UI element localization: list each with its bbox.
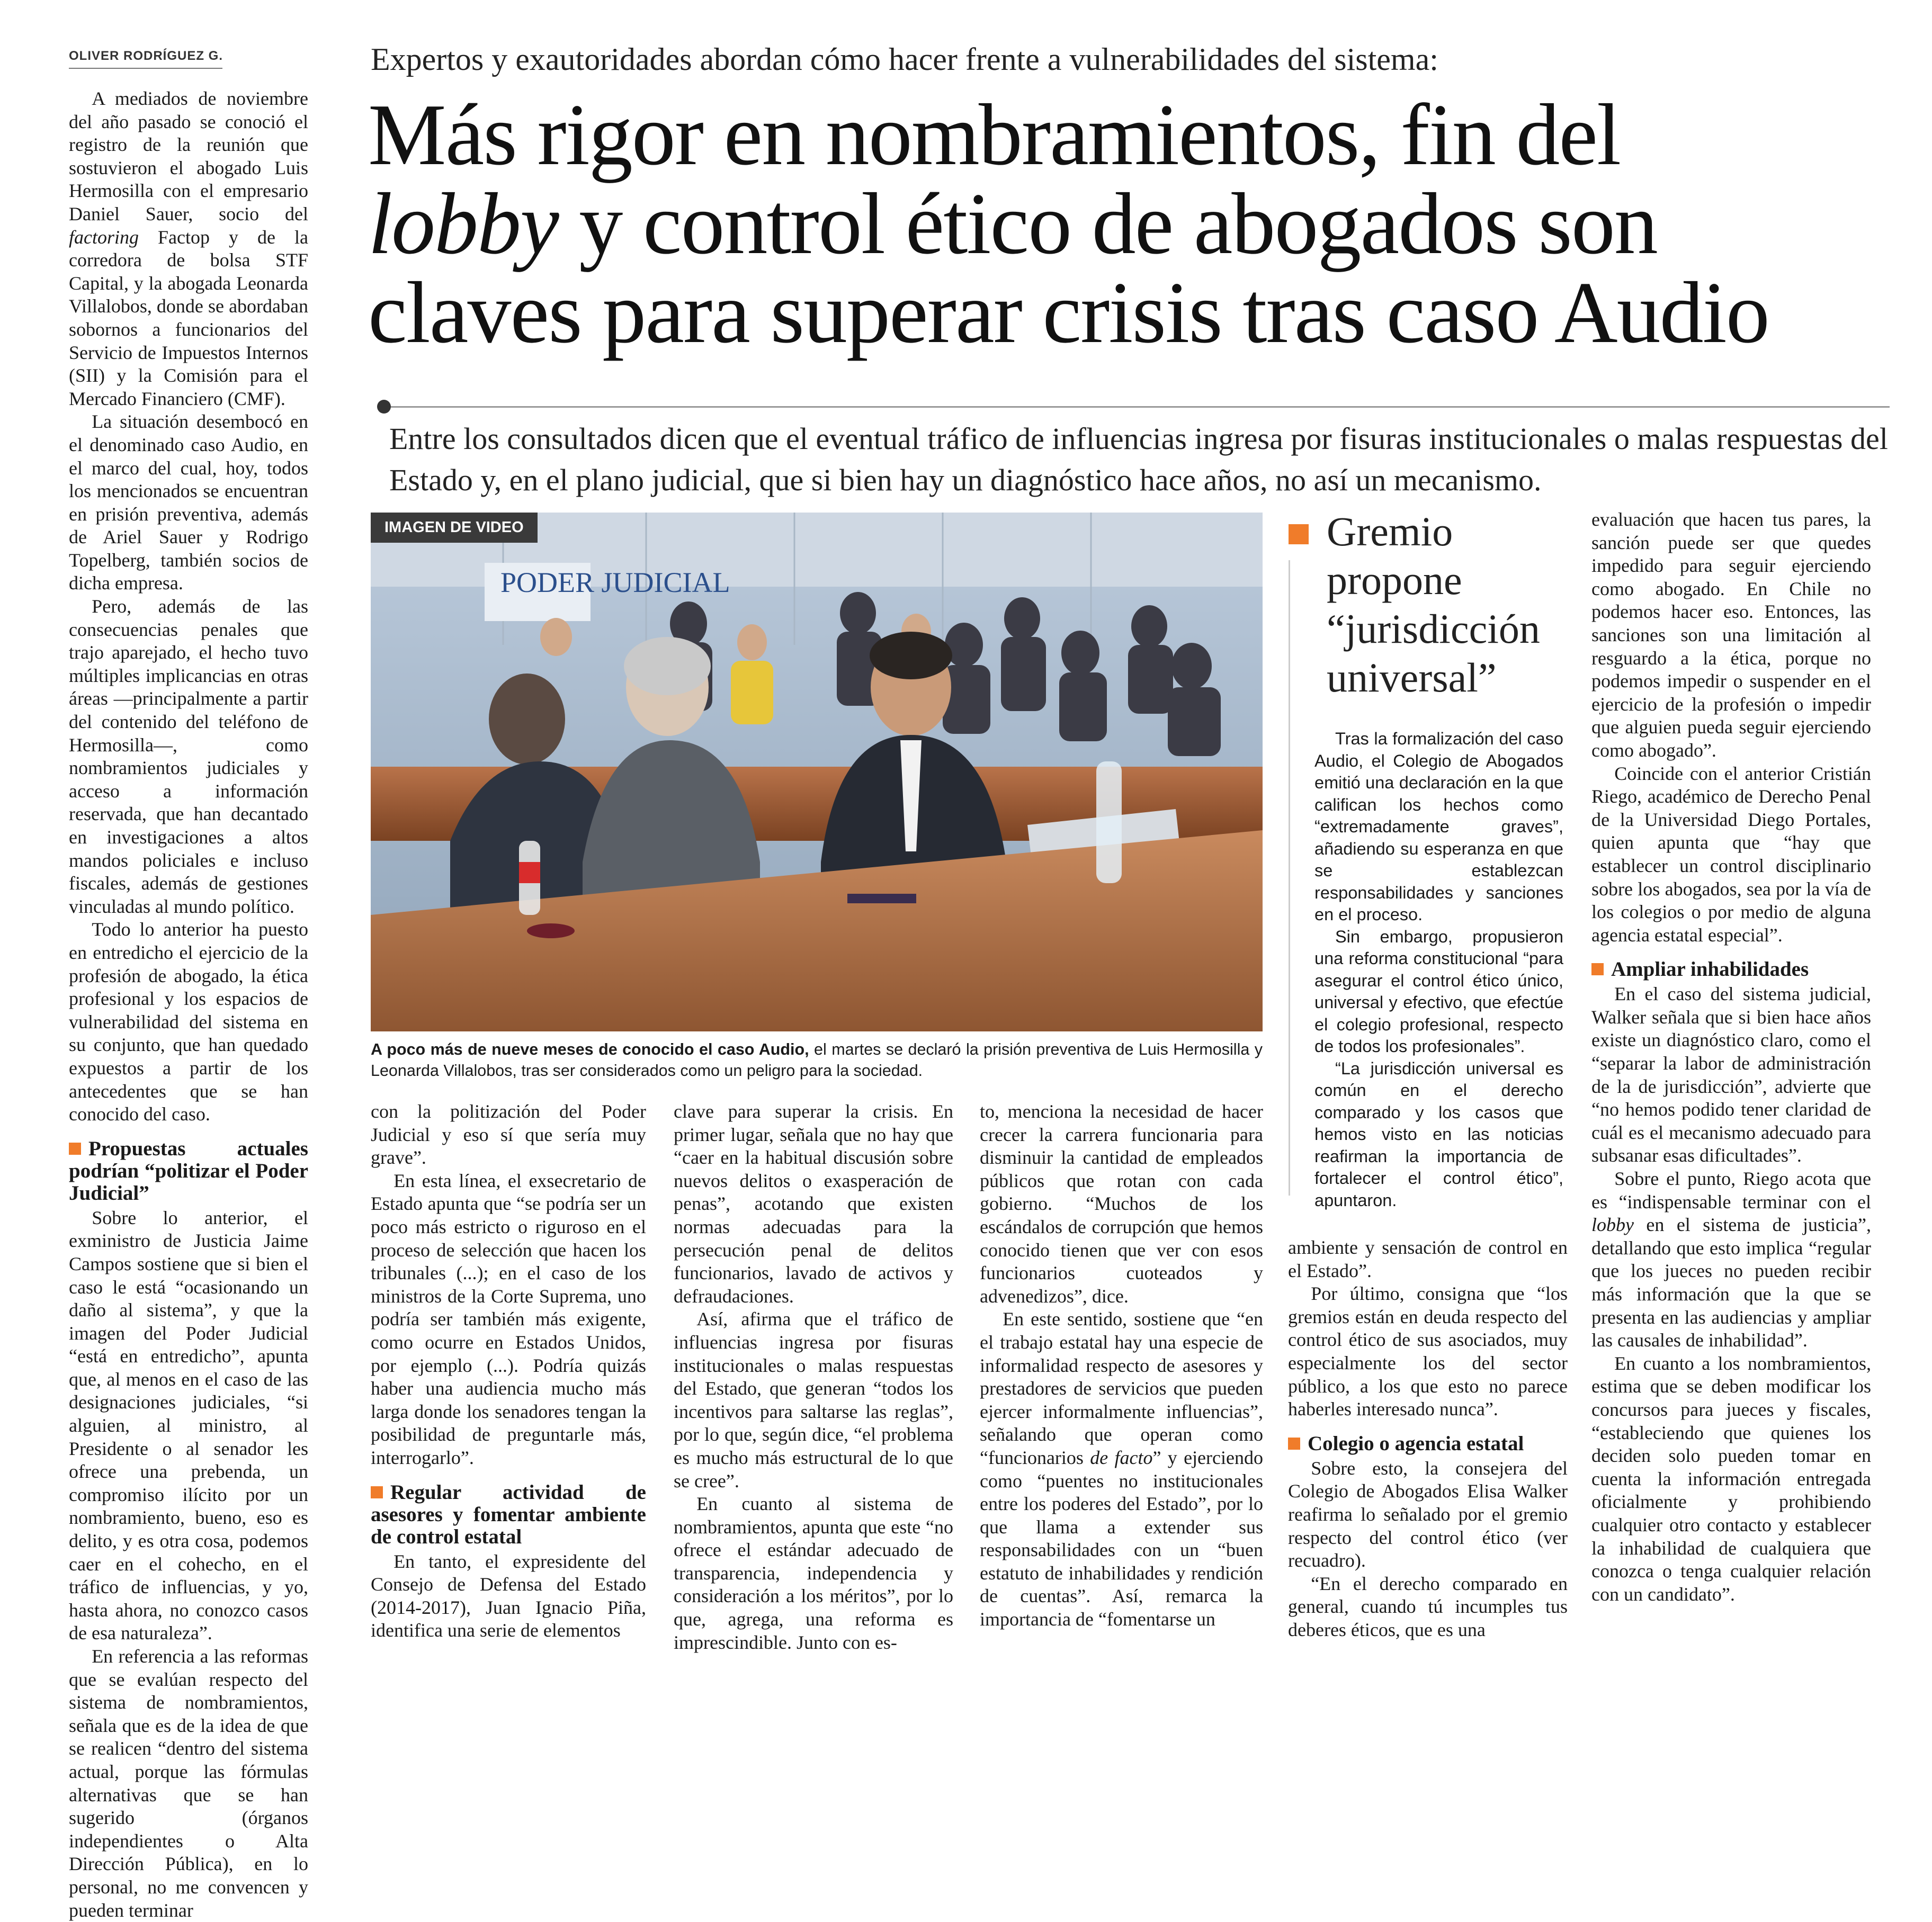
column-5: [1288, 1236, 1568, 1642]
col1-paragraph-4: Todo lo anterior ha puesto en entredicho el ejercicio de la profesión de abogado, la ética profesional y los espacios de vulnerabilidad del sistema en su conjunto, que han quedado expuestos a partir de los antecedentes que se han conocido del caso.: [69, 919, 308, 1125]
col4-p2-a: En este sentido, sostiene que “en el trabajo estatal hay una especie de informalidad respecto de asesores y prestadores de servicios que pueden ejercer informalmente influencias”, señalando que operan como “funcionarios: [980, 1308, 1263, 1468]
col1-paragraph-3: Pero, además de las consecuencias penales que trajo aparejado, el hecho tuvo múltiples implicancias en otras áreas —principalmente a partir del contenido del teléfono de Hermosilla—, como nombramientos judiciales y acceso a información reservada, que han decantado en investigaciones a altos mandos policiales e incluso fiscales, además de gestiones vinculadas al mundo político.: [69, 596, 308, 917]
col4-paragraph-1: to, menciona la necesidad de hacer crecer la carrera funcionaria para disminuir la cantidad de empleados públicos que rotan con cada gobierno. “Muchos de los escándalos de corrupción que hemos conocido tienen que ver con esos funcionarios cuoteados y advenedizos”, dice.: [980, 1101, 1263, 1307]
col1-p1-italic: factoring: [69, 226, 139, 248]
col5-subhead: [1288, 1433, 1568, 1455]
col6-paragraph-1: evaluación que hacen tus pares, la sanción puede ser que quedes impedido para seguir ejerciendo como abogado. En Chile no podemos hacer eso. Entonces, las sanciones son una limitación al resguardo a la ética, porque no podemos impedir o suspender en el ejercicio de la profesión o impedir que alguien pueda seguir ejerciendo como abogado”.: [1591, 509, 1871, 761]
col1-paragraph-2: La situación desembocó en el denominado caso Audio, en el marco del cual, hoy, todos los mencionados se encuentran en prisión preventiva, además de Ariel Sauer y Rodrigo Topelberg, también socios de dicha empresa.: [69, 411, 308, 594]
col5-paragraph-3: Sobre esto, la consejera del Colegio de Abogados Elisa Walker reafirma lo señalado por el gremio respecto del control ético (ver recuadro).: [1288, 1457, 1568, 1571]
col1-paragraph-1: [69, 87, 308, 410]
orange-square-icon: [371, 1486, 383, 1498]
courtroom-image: [371, 513, 1263, 1031]
column-4: [980, 1100, 1263, 1631]
col6-subhead-text: Ampliar inhabilidades: [1611, 958, 1809, 981]
col3-paragraph-3: En cuanto al sistema de nombramientos, apunta que este “no ofrece el estándar adecuado de transparencia, independencia y consideración a los méritos”, por lo que, agrega, una reforma es imprescindible. Junto con es-: [674, 1493, 953, 1653]
col3-paragraph-2: Así, afirma que el tráfico de influencias ingresa por fisuras institucionales o malas respuestas del Estado, que generan “todos los incentivos para saltarse las reglas”, por lo que, según dice, “el problema es mucho más estructural de lo que se cree”.: [674, 1308, 953, 1492]
kicker: Expertos y exautoridades abordan cómo hacer frente a vulnerabilidades del sistema:: [371, 42, 1438, 77]
orange-square-icon: [1591, 963, 1604, 975]
orange-square-icon: [1289, 524, 1309, 544]
col6-paragraph-3: En el caso del sistema judicial, Walker señala que si bien hace años existe un diagnóstico claro, como el “separar la labor de administración de la de jurisdicción”, advierte que “no hemos podido tener claridad de cuál es el mecanismo adecuado para subsanar esas dificultades”.: [1591, 983, 1871, 1166]
col6-subhead: [1591, 958, 1871, 981]
gremio-divider: [1289, 560, 1290, 1196]
col1-subhead-text: Propuestas actuales podrían “politizar el Poder Judicial”: [69, 1137, 308, 1205]
gremio-paragraph-1: Tras la formalización del caso Audio, el Colegio de Abogados emitió una declaración en la que califican los hechos como “extremadamente graves”, añadiendo su esperanza en que se establezcan responsabilidades y sanciones en el proceso.: [1314, 729, 1563, 924]
caption-rest: el martes se declaró la prisión preventiva de Luis Hermosilla y Leonarda Villalobos, tras ser considerados como un peligro para la sociedad.: [371, 1040, 1263, 1080]
col1-paragraph-6: En referencia a las reformas que se evalúan respecto del sistema de nombramientos, señala que es de la idea de que se realicen “dentro del sistema actual, porque las fórmulas alternativas que se han sugerido (órganos independientes o Alta Dirección Pública), en lo personal, no me convencen y pueden terminar: [69, 1646, 308, 1921]
byline-divider: [69, 68, 222, 69]
dek: Entre los consultados dicen que el eventual tráfico de influencias ingresa por fisuras institucionales o malas respuestas del Estado y, en el plano judicial, que si bien hay un diagnóstico hace años, no así un mecanismo.: [389, 421, 1888, 497]
photo-caption: [371, 1039, 1263, 1081]
gremio-title: Gremio propone “jurisdicción universal”: [1327, 508, 1540, 700]
orange-square-icon: [69, 1143, 81, 1155]
col6-paragraph-4: [1591, 1167, 1871, 1352]
photo-badge: IMAGEN DE VIDEO: [371, 513, 538, 543]
headline-line-1: Más rigor en nombramientos, fin del: [368, 86, 1621, 183]
headline-italic-word: lobby: [368, 175, 558, 272]
column-1: [69, 87, 308, 1922]
col4-p2-italic: de facto: [1090, 1447, 1153, 1468]
byline: OLIVER RODRÍGUEZ G.: [69, 49, 223, 63]
col6-p4-italic: lobby: [1591, 1214, 1634, 1236]
headline-line-2-rest: y control ético de abogados son: [579, 175, 1657, 272]
headline-line-3: claves para superar crisis tras caso Audio: [368, 264, 1769, 361]
divider-dot-icon: [377, 400, 391, 414]
col6-p4-b: en el sistema de justicia”, detallando que esto implica “regular que los jueces no pueden recibir más información que la que se presenta en las audiencias y ampliar las causales de inhabilidad”.: [1591, 1214, 1871, 1351]
col1-p1-b: Factop y de la corredora de bolsa STF Capital, y la abogada Leonarda Villalobos, donde se abordaban sobornos a funcionarios del Servicio de Impuestos Internos (SII) y la Comisión para el Mercado Financiero (CMF).: [69, 226, 308, 409]
col2-paragraph-1: con la politización del Poder Judicial y eso sí que sería muy grave”.: [371, 1101, 646, 1169]
headline-line-2: [368, 175, 1904, 272]
col4-paragraph-2: [980, 1308, 1263, 1631]
headline-divider: [386, 406, 1890, 408]
col6-p4-a: Sobre el punto, Riego acota que es “indispensable terminar con el: [1591, 1168, 1871, 1213]
col1-subhead: [69, 1138, 308, 1205]
column-2: [371, 1100, 646, 1642]
orange-square-icon: [1288, 1438, 1300, 1450]
col5-paragraph-4: “En el derecho comparado en general, cuando tú incumples tus deberes éticos, que es una: [1288, 1573, 1568, 1640]
headline: [368, 86, 1904, 361]
column-3: [674, 1100, 953, 1654]
column-6: [1591, 508, 1871, 1606]
col2-paragraph-2: En esta línea, el exsecretario de Estado apunta que “se podría ser un poco más estricto o riguroso en el proceso de selección que hacen los tribunales (...); en el caso de los ministros de la Corte Suprema, uno podría ser también más exigente, como ocurre en Estados Unidos, por ejemplo (...). Podría quizás haber una audiencia mucho más larga donde los senadores tengan la posibilidad de preguntarle más, interrogarlo”.: [371, 1170, 646, 1468]
col5-paragraph-1: ambiente y sensación de control en el Estado”.: [1288, 1237, 1568, 1281]
col3-paragraph-1: clave para superar la crisis. En primer lugar, señala que no hay que “caer en la habitual discusión sobre nuevos delitos o exasperación de penas”, acotando que existen normas adecuadas para la persecución penal de delitos funcionarios, lavado de activos y defraudaciones.: [674, 1101, 953, 1307]
caption-lead: A poco más de nueve meses de conocido el caso Audio,: [371, 1040, 809, 1058]
col6-paragraph-5: En cuanto a los nombramientos, estima que se deben modificar los concursos para jueces y fiscales, “estableciendo que quienes los deciden solo pueden tomar en cuenta la información entregada oficialmente y prohibiendo cualquier otro contacto y establecer la inhabilidad de cualquiera que conozca o tenga cualquier relación con un candidato”.: [1591, 1352, 1871, 1605]
court-photo: [371, 513, 1263, 1031]
gremio-paragraph-2: Sin embargo, propusieron una reforma constitucional “para asegurar el control ético único, universal y efectivo, que efectúe el colegio profesional, respecto de todos los profesionales”.: [1314, 927, 1563, 1056]
col5-paragraph-2: Por último, consigna que “los gremios están en deuda respecto del control ético de sus asociados, muy especialmente los del sector público, a los que esto no parece haberles interesado nunca”.: [1288, 1283, 1568, 1420]
col6-paragraph-2: Coincide con el anterior Cristián Riego, académico de Derecho Penal de la Universidad Diego Portales, quien apunta que “hay que establecer un control disciplinario sobre los abogados, sea por la vía de los colegios o por medio de alguna agencia estatal especial”.: [1591, 762, 1871, 946]
col4-p2-b: ” y ejerciendo como “puentes no institucionales entre los poderes del Estado”, por lo que llama a extender sus responsabilidades con un “buen estatuto de inhabilidades y rendición de cuentas”. Así, remarca la importancia de “fomentarse un: [980, 1447, 1263, 1630]
photo-sign-text: PODER JUDICIAL: [500, 567, 730, 598]
col2-paragraph-3: En tanto, el expresidente del Consejo de Defensa del Estado (2014-2017), Juan Ignacio Piña, identifica una serie de elementos: [371, 1550, 646, 1641]
col1-p1-a: A mediados de noviembre del año pasado se conoció el registro de la reunión que sostuvieron el abogado Luis Hermosilla con el empresario Daniel Sauer, socio del: [69, 88, 308, 224]
col2-subhead: [371, 1481, 646, 1548]
col2-subhead-text: Regular actividad de asesores y fomentar ambiente de control estatal: [371, 1480, 646, 1548]
gremio-paragraph-3: “La jurisdicción universal es común en el derecho comparado y los casos que hemos visto en las noticias reafirman la importancia de fortalecer el control ético”, apuntaron.: [1314, 1058, 1563, 1210]
col1-paragraph-5: Sobre lo anterior, el exministro de Justicia Jaime Campos sostiene que si bien el caso le está “ocasionando un daño al sistema”, y que la imagen del Poder Judicial “está en entredicho”, apunta que, al menos en el caso de las designaciones judiciales, “si alguien, al ministro, al Presidente o al senador les ofrece una prebenda, un compromiso ilícito por un nombramiento, bueno, eso es delito, y es otra cosa, podemos caer en el cohecho, en el tráfico de influencias, y yo, hasta ahora, no conozco casos de esa naturaleza”.: [69, 1207, 308, 1644]
gremio-body: [1314, 728, 1563, 1211]
col5-subhead-text: Colegio o agencia estatal: [1308, 1432, 1524, 1455]
